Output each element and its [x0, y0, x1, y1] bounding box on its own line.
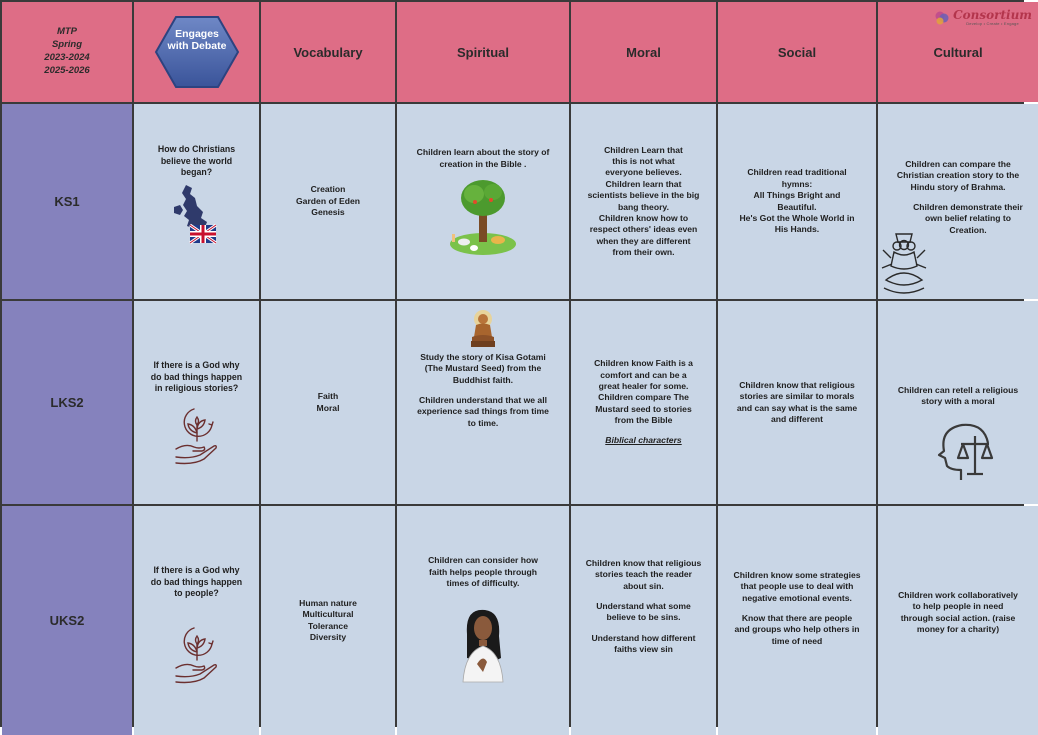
ks1-cultural-text: Children can compare the Christian creation story to the Hindu story of Brahma.: [896, 159, 1020, 192]
level-lks2: LKS2: [2, 301, 132, 504]
year-label-1: 2023-2024: [44, 52, 90, 63]
vocab-item: Tolerance: [308, 620, 348, 631]
term-label: Spring: [51, 39, 83, 51]
ks1-question: How do Christians believe the world began?: [157, 144, 236, 178]
uks2-cultural-text: Children work collaboratively to help people in need through social action. (raise money for a charity): [898, 590, 1018, 635]
vocab-item: Moral: [316, 402, 340, 413]
uks2-social-cell: [718, 506, 876, 735]
ks1-moral-cell: [571, 104, 716, 299]
social-header: Social: [718, 2, 876, 102]
vocab-item: Creation: [310, 184, 346, 195]
ks1-vocabulary-cell: [261, 104, 395, 299]
ks1-spiritual-cell: [397, 104, 569, 299]
level-ks1: KS1: [2, 104, 132, 299]
ks1-social-cell: [718, 104, 876, 299]
badge-header-cell: [134, 2, 259, 102]
lks2-moral-text: Children compare The Mustard seed to stories from the Bible: [595, 392, 692, 426]
lks2-spiritual-text: Children understand that we all experience sad things from time to time.: [417, 395, 549, 428]
vocab-item: Faith: [317, 391, 339, 402]
lks2-social-text: Children know that religious stories are similar to morals and can say what is the same and different: [736, 379, 858, 424]
brahma-icon: [880, 228, 928, 294]
ks1-moral-text: Children learn that scientists believe in the big bang theory.: [587, 178, 700, 212]
lks2-moral-cell: [571, 301, 716, 504]
lks2-spiritual-text: Study the story of Kisa Gotami (The Mustard Seed) from the Buddhist faith.: [420, 352, 546, 385]
uks2-social-text: Children know some strategies that people use to deal with negative emotional events.: [733, 570, 861, 603]
uks2-question: If there is a God why do bad things happen to people?: [150, 565, 243, 599]
year-label-2: 2025-2026: [44, 64, 90, 76]
lks2-vocabulary-cell: [261, 301, 395, 504]
ks1-moral-text: Children know how to respect others' ideas even when they are different from their own.: [589, 212, 698, 257]
logo-text: Consortium: [953, 8, 1032, 22]
lks2-social-cell: [718, 301, 876, 504]
mtp-header-cell: [2, 2, 132, 102]
tree-garden-icon: [448, 176, 518, 256]
vocab-item: Multicultural: [302, 609, 354, 620]
uks2-vocabulary-cell: [261, 506, 395, 735]
uks2-moral-text: Children know that religious stories teach the reader about sin.: [585, 558, 702, 591]
plant-hand-icon: [172, 622, 222, 682]
ks1-cultural-text: Children demonstrate their own belief relating to Creation.: [913, 202, 1023, 235]
lks2-cultural-text: Children can retell a religious story with a moral: [897, 385, 1019, 407]
uks2-spiritual-cell: [397, 506, 569, 735]
uk-map-flag-icon: [172, 183, 222, 249]
uks2-social-text: Know that there are people and groups who help others in time of need: [734, 613, 860, 646]
vocab-item: Human nature: [299, 597, 357, 608]
uks2-question-cell: [134, 506, 259, 735]
ks1-social-text: All Things Bright and Beautiful.: [753, 190, 841, 212]
cultural-header-cell: [878, 2, 1038, 102]
uks2-moral-cell: [571, 506, 716, 735]
vocab-item: Garden of Eden: [296, 195, 360, 206]
ks1-social-text: Children read traditional hymns:: [747, 167, 847, 189]
badge-label: Engages with Debate: [167, 28, 226, 53]
biblical-characters-link[interactable]: Biblical characters: [605, 435, 682, 446]
lks2-spiritual-cell: [397, 301, 569, 504]
ks1-spiritual-text: Children learn about the story of creation in the Bible .: [416, 147, 550, 169]
vocab-item: Diversity: [309, 631, 347, 642]
spiritual-header: Spiritual: [397, 2, 569, 102]
vocabulary-header: Vocabulary: [261, 2, 395, 102]
lks2-question: If there is a God why do bad things happen in religious stories?: [150, 360, 243, 394]
consortium-logo-icon: [934, 10, 950, 26]
uks2-cultural-cell: [878, 506, 1038, 735]
ks1-moral-text: Children Learn that this is not what everyone believes.: [604, 144, 683, 178]
uks2-moral-text: Understand how different faiths view sin: [591, 632, 696, 655]
uks2-moral-text: Understand what some believe to be sins.: [596, 601, 691, 623]
logo-tagline: Develop • Create • Engage: [966, 21, 1019, 26]
praying-woman-icon: [455, 606, 511, 682]
lks2-question-cell: [134, 301, 259, 504]
head-scales-icon: [923, 422, 1003, 482]
engages-with-debate-badge: [154, 14, 240, 90]
uks2-spiritual-text: Children can consider how faith helps people through times of difficulty.: [428, 555, 538, 589]
buddha-icon: [469, 309, 497, 349]
ks1-cultural-cell: [878, 104, 1038, 299]
ks1-question-cell: [134, 104, 259, 299]
lks2-cultural-cell: [878, 301, 1038, 504]
consortium-logo: [934, 9, 1032, 26]
vocab-item: Genesis: [311, 207, 345, 218]
level-uks2: UKS2: [2, 506, 132, 735]
plant-hand-icon: [172, 403, 222, 463]
mtp-label: MTP: [56, 26, 78, 38]
moral-header: Moral: [571, 2, 716, 102]
cultural-header: Cultural: [933, 44, 983, 60]
lks2-moral-text: Children know Faith is a comfort and can be a great healer for some.: [594, 358, 693, 391]
ks1-social-text: He's Got the Whole World in His Hands.: [739, 212, 855, 235]
